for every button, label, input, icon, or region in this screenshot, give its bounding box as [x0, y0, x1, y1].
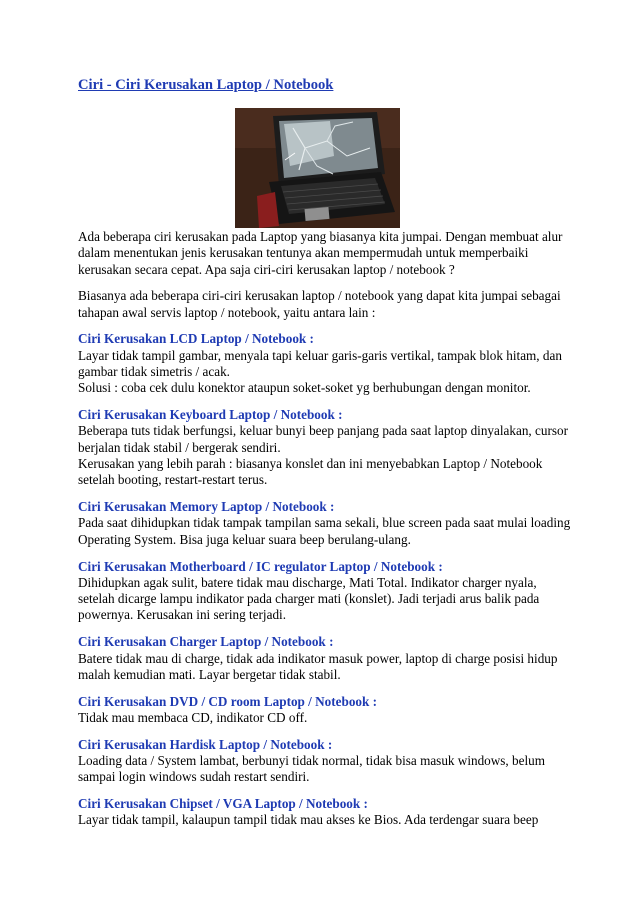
- intro-line: Ada beberapa ciri kerusakan pada Laptop yang biasanya kita jumpai. Dengan membuat alur: [78, 229, 563, 244]
- section-keyboard: [78, 407, 568, 488]
- section-memory: [78, 499, 571, 548]
- intro-line: dalam menentukan jenis kerusakan tentunya akan mempermudah untuk memperbaiki: [78, 245, 529, 261]
- section-heading: Ciri Kerusakan Hardisk Laptop / Notebook :: [78, 736, 333, 752]
- intro-paragraph: [78, 229, 568, 278]
- section-line: malah kemudian mati. Layar bergetar tidak stabil.: [78, 666, 341, 682]
- section-dvd: [78, 694, 568, 727]
- section-charger: [78, 634, 568, 683]
- broken-laptop-photo: [235, 108, 400, 228]
- section-heading: Ciri Kerusakan Motherboard / IC regulator Laptop / Notebook :: [78, 558, 443, 574]
- section-line: sampai login windows sudah restart sendiri.: [78, 769, 310, 785]
- section-chipset: [78, 796, 568, 829]
- section-line: powernya. Kerusakan ini sering terjadi.: [78, 607, 286, 623]
- page-title: Ciri - Ciri Kerusakan Laptop / Notebook: [78, 77, 334, 93]
- section-heading: Ciri Kerusakan Chipset / VGA Laptop / Notebook :: [78, 796, 368, 812]
- section-heading: Ciri Kerusakan Charger Laptop / Notebook :: [78, 634, 334, 650]
- section-line: Beberapa tuts tidak berfungsi, keluar bunyi beep panjang pada saat laptop dinyalakan, cursor: [78, 423, 568, 439]
- section-heading: Ciri Kerusakan LCD Laptop / Notebook :: [78, 331, 314, 347]
- section-line: Layar tidak tampil, kalaupun tampil tidak mau akses ke Bios. Ada terdengar suara beep: [78, 812, 539, 828]
- section-heading: Ciri Kerusakan DVD / CD room Laptop / Notebook :: [78, 693, 378, 709]
- intro-paragraph-2: [78, 288, 568, 321]
- intro-line: Biasanya ada beberapa ciri-ciri kerusakan laptop / notebook yang dapat kita jumpai sebagai: [78, 288, 561, 304]
- intro-line: tahapan awal servis laptop / notebook, yaitu antara lain :: [78, 304, 376, 320]
- broken-laptop-image: [235, 108, 400, 228]
- section-line: berjalan tidak stabil / bergerak sendiri.: [78, 439, 281, 455]
- section-heading: Ciri Kerusakan Memory Laptop / Notebook :: [78, 499, 335, 515]
- section-line: setelah booting, restart-restart terus.: [78, 472, 268, 488]
- section-line: Dihidupkan agak sulit, batere tidak mau discharge, Mati Total. Indikator charger nyala,: [78, 574, 537, 590]
- intro-line: kerusakan secara cepat. Apa saja ciri-ciri kerusakan laptop / notebook ?: [78, 261, 455, 277]
- section-line: Solusi : coba cek dulu konektor ataupun soket-soket yg berhubungan dengan monitor.: [78, 380, 531, 396]
- section-line: Operating System. Bisa juga keluar suara beep berulang-ulang.: [78, 531, 411, 547]
- section-line: Kerusakan yang lebih parah : biasanya konslet dan ini menyebabkan Laptop / Notebook: [78, 456, 543, 472]
- section-line: Layar tidak tampil gambar, menyala tapi keluar garis-garis vertikal, tampak blok hitam, dan: [78, 347, 562, 363]
- section-line: gambar tidak simetris / acak.: [78, 364, 230, 380]
- article-body: [78, 229, 571, 839]
- section-line: Pada saat dihidupkan tidak tampak tampilan sama sekali, blue screen pada saat mulai loading: [78, 515, 571, 531]
- section-line: Tidak mau membaca CD, indikator CD off.: [78, 709, 308, 725]
- section-motherboard: [78, 559, 568, 624]
- section-hardisk: [78, 737, 568, 786]
- section-heading: Ciri Kerusakan Keyboard Laptop / Notebook :: [78, 407, 343, 423]
- section-line: Loading data / System lambat, berbunyi tidak normal, tidak bisa masuk windows, belum: [78, 753, 545, 769]
- section-lcd: [78, 331, 568, 396]
- section-line: Batere tidak mau di charge, tidak ada indikator masuk power, laptop di charge posisi hidup: [78, 650, 558, 666]
- section-line: setelah dicarge lampu indikator pada charger mati (konslet). Jadi terjadi arus balik pada: [78, 591, 540, 607]
